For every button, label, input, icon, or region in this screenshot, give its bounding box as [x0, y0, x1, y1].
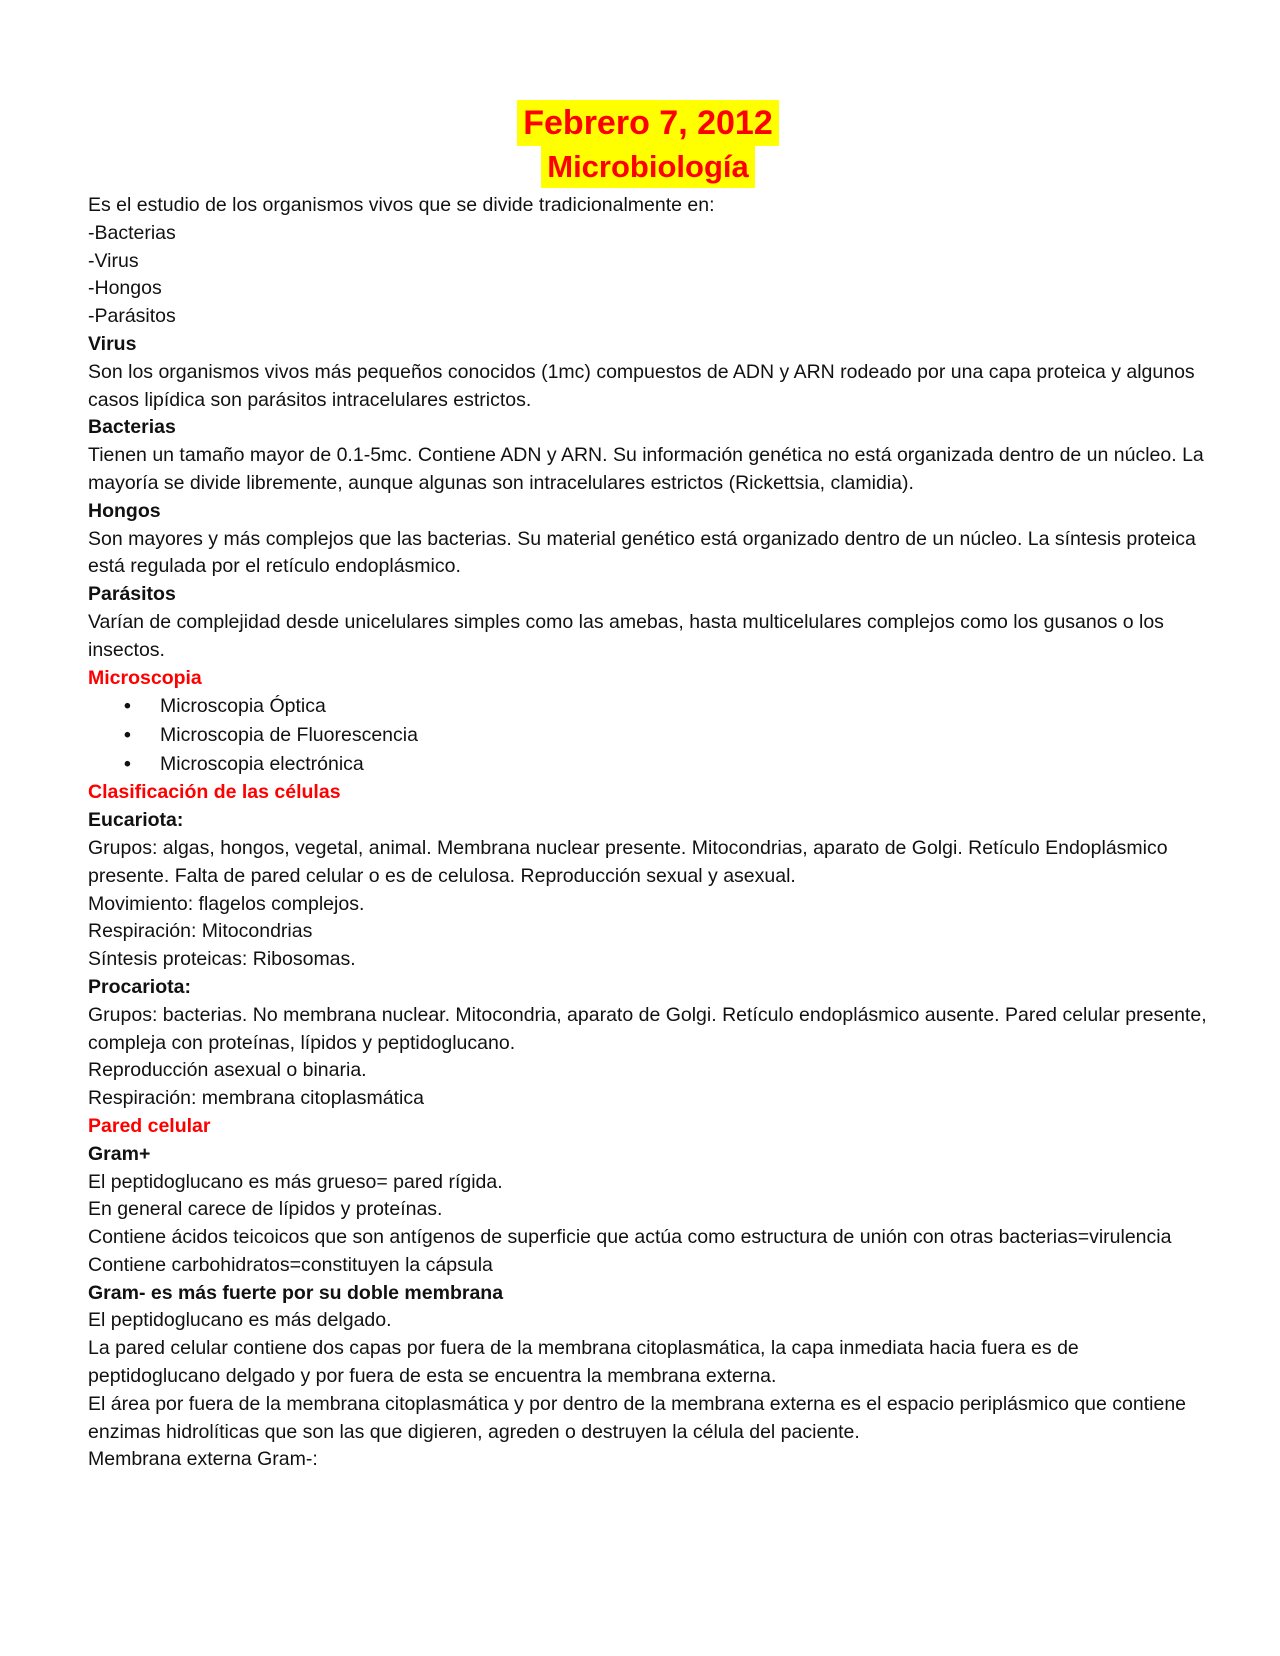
- gram-pos-heading: Gram+: [88, 1142, 151, 1165]
- microscopia-heading: Microscopia: [88, 666, 202, 689]
- document-date-title: Febrero 7, 2012: [517, 100, 778, 146]
- eucariota-grupos: Grupos: algas, hongos, vegetal, animal. Membrana nuclear presente. Mitocondrias, aparato de Golgi. Retículo Endoplásmico presente. Falta de pared celular o es de celulosa. Reproducción sexual y asexual.: [88, 836, 1168, 887]
- hongos-text: Son mayores y más complejos que las bacterias. Su material genético está organizado dentro de un núcleo. La síntesis proteica está regulada por el retículo endoplásmico.: [88, 527, 1196, 578]
- microscopia-list: [88, 692, 1208, 779]
- clasificacion-heading: Clasificación de las células: [88, 781, 341, 804]
- intro-item-virus: -Virus: [88, 249, 139, 272]
- bullet-icon: •: [124, 724, 131, 747]
- gram-neg-line-2: La pared celular contiene dos capas por fuera de la membrana citoplasmática, la capa inmediata hacia fuera es de peptidoglucano delgado y por fuera de esta se encuentra la membrana externa.: [88, 1337, 1079, 1388]
- procariota-grupos: Grupos: bacterias. No membrana nuclear. Mitocondria, aparato de Golgi. Retículo endoplásmico ausente. Pared celular presente, compleja con proteínas, lípidos y peptidoglucano.: [88, 1003, 1207, 1054]
- parasitos-heading: Parásitos: [88, 583, 176, 606]
- list-item-label: Microscopia electrónica: [160, 753, 364, 776]
- intro-item-bacterias: -Bacterias: [88, 221, 176, 244]
- bacterias-text: Tienen un tamaño mayor de 0.1-5mc. Contiene ADN y ARN. Su información genética no está organizada dentro de un núcleo. La mayoría se divide libremente, aunque algunas son intracelulares estrictos (Rickettsia, clamidia).: [88, 444, 1204, 494]
- virus-heading: Virus: [88, 332, 137, 355]
- hongos-heading: Hongos: [88, 499, 161, 522]
- list-item: [124, 692, 1208, 721]
- title-block: [88, 100, 1208, 188]
- gram-pos-line-3: Contiene ácidos teicoicos que son antígenos de superficie que actúa como estructura de unión con otras bacterias=virulencia: [88, 1226, 1172, 1249]
- intro-item-parasitos: -Parásitos: [88, 305, 176, 328]
- gram-neg-line-4: Membrana externa Gram-:: [88, 1448, 318, 1471]
- bullet-icon: •: [124, 753, 131, 776]
- list-item-label: Microscopia Óptica: [160, 695, 326, 718]
- intro-text: Es el estudio de los organismos vivos que se divide tradicionalmente en:: [88, 194, 715, 216]
- pared-heading: Pared celular: [88, 1114, 211, 1137]
- list-item: [124, 750, 1208, 779]
- gram-neg-heading: Gram- es más fuerte por su doble membrana: [88, 1281, 504, 1304]
- procariota-heading: Procariota:: [88, 975, 191, 998]
- procariota-respiracion: Respiración: membrana citoplasmática: [88, 1087, 424, 1110]
- gram-pos-line-4: Contiene carbohidratos=constituyen la cápsula: [88, 1253, 493, 1276]
- gram-pos-line-2: En general carece de lípidos y proteínas.: [88, 1198, 443, 1221]
- bacterias-heading: Bacterias: [88, 416, 176, 439]
- eucariota-movimiento: Movimiento: flagelos complejos.: [88, 892, 365, 915]
- eucariota-respiracion: Respiración: Mitocondrias: [88, 920, 313, 943]
- virus-text: Son los organismos vivos más pequeños conocidos (1mc) compuestos de ADN y ARN rodeado por una capa proteica y algunos casos lipídica son parásitos intracelulares estrictos.: [88, 360, 1195, 411]
- document-subject-title: Microbiología: [541, 146, 755, 188]
- intro-item-hongos: -Hongos: [88, 277, 162, 300]
- gram-neg-line-3: El área por fuera de la membrana citoplasmática y por dentro de la membrana externa es el espacio periplásmico que contiene enzimas hidrolíticas que son las que digieren, agreden o destruyen la célula del paciente.: [88, 1392, 1187, 1443]
- list-item-label: Microscopia de Fluorescencia: [160, 724, 418, 747]
- list-item: [124, 721, 1208, 750]
- eucariota-heading: Eucariota:: [88, 809, 184, 832]
- gram-neg-line-1: El peptidoglucano es más delgado.: [88, 1309, 392, 1332]
- procariota-reproduccion: Reproducción asexual o binaria.: [88, 1059, 367, 1082]
- bullet-icon: •: [124, 695, 131, 718]
- eucariota-sintesis: Síntesis proteicas: Ribosomas.: [88, 948, 356, 971]
- parasitos-text: Varían de complejidad desde unicelulares simples como las amebas, hasta multicelulares complejos como los gusanos o los insectos.: [88, 610, 1164, 661]
- gram-pos-line-1: El peptidoglucano es más grueso= pared rígida.: [88, 1170, 503, 1193]
- document-page: [88, 100, 1208, 1474]
